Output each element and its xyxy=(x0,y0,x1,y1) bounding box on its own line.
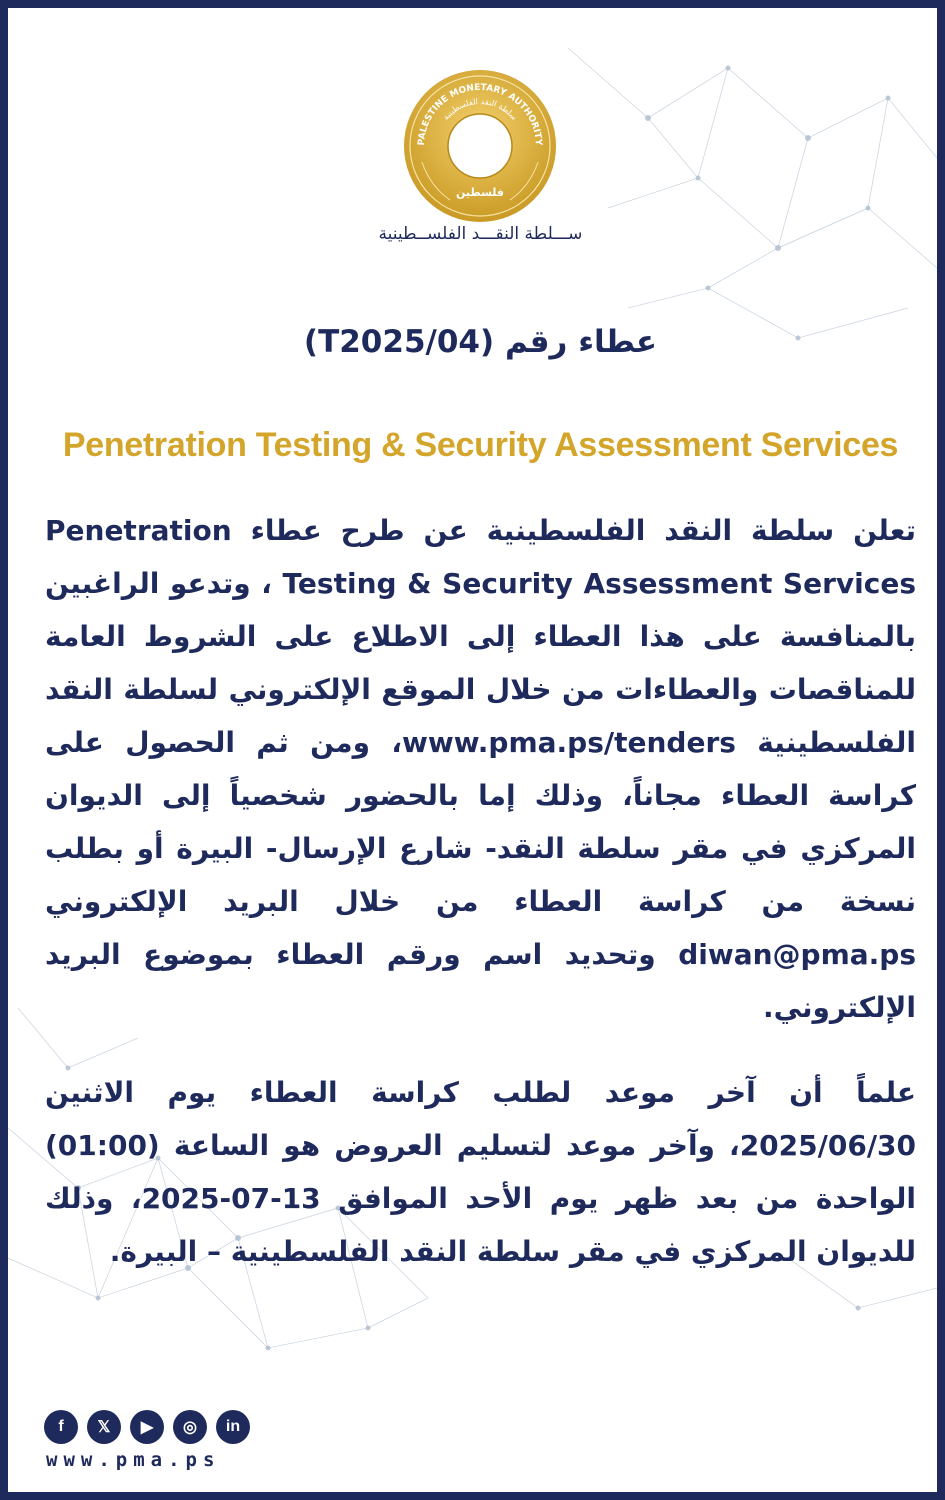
para1-intro: تعلن سلطة النقد الفلسطينية عن طرح عطاء xyxy=(250,514,917,547)
announcement-paragraph xyxy=(45,504,916,1034)
youtube-icon[interactable]: ▶ xyxy=(130,1410,164,1444)
linkedin-icon[interactable]: in xyxy=(216,1410,250,1444)
submission-time: (01:00) xyxy=(45,1129,160,1162)
facebook-icon[interactable]: f xyxy=(44,1410,78,1444)
instagram-icon[interactable]: ◎ xyxy=(173,1410,207,1444)
para1-tender-title: Penetration Testing & Security Assessment Services xyxy=(45,514,916,600)
para2-closing: ، وذلك للديوان المركزي في مقر سلطة النقد الفلسطينية – البيرة. xyxy=(45,1182,916,1268)
seal-text-ar: سلطة النقد الفلسطينية xyxy=(441,96,519,122)
seal-center-text: فلسطين xyxy=(456,186,504,199)
para2-day: الواحدة من بعد ظهر يوم الأحد الموافق xyxy=(338,1182,917,1215)
tender-number: عطاء رقم (T2025/04) xyxy=(303,324,658,360)
para1-invitation: ، وتدعو الراغبين بالمنافسة على هذا العطاء إلى الاطلاع على الشروط العامة للمناقصات والعطاءات من خلال الموقع الإلكتروني لسلطة النقد الفلسطينية xyxy=(45,567,917,759)
para2-intro: علماً أن آخر موعد لطلب كراسة العطاء يوم الاثنين xyxy=(45,1076,916,1109)
request-deadline-date: 2025/06/30 xyxy=(739,1129,917,1162)
seal-text-en: PALESTINE MONETARY AUTHORITY xyxy=(416,82,544,146)
x-icon[interactable]: 𝕏 xyxy=(87,1410,121,1444)
para2-submission: ، وآخر موعد لتسليم العروض هو الساعة xyxy=(173,1129,740,1162)
para1-instructions: ، ومن ثم الحصول على كراسة العطاء مجاناً، وذلك إما بالحضور شخصياً إلى الديوان المركزي في مقر سلطة النقد- شارع الإرسال- البيرة أو بطلب نسخة من كراسة العطاء من خلال البريد الإلكتروني xyxy=(45,726,916,918)
tenders-url-link[interactable]: www.pma.ps/tenders xyxy=(401,726,736,759)
submission-date: 2025-07-13 xyxy=(141,1182,321,1215)
para1-closing: وتحديد اسم ورقم العطاء بموضوع البريد الإلكتروني. xyxy=(45,938,916,1024)
seal-caption: ســـلطة النقـــد الفلســطينية xyxy=(378,224,583,244)
social-links xyxy=(44,1410,250,1444)
pma-seal-logo xyxy=(400,66,560,226)
tender-title: Penetration Testing & Security Assessment Services xyxy=(62,426,899,464)
website-link[interactable]: www.pma.ps xyxy=(46,1449,221,1471)
email-link[interactable]: diwan@pma.ps xyxy=(678,938,916,971)
deadline-paragraph xyxy=(45,1066,916,1278)
